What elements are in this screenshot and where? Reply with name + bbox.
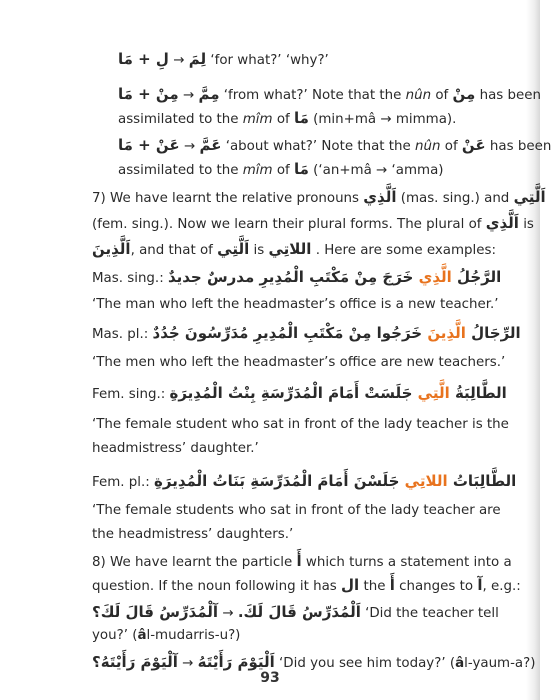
translation-3a: ‘The female student who sat in front of the lady teacher is the [92, 417, 509, 432]
gloss-text: of [272, 112, 294, 127]
arabic-word: اَلَّتِي [217, 240, 250, 258]
highlighted-pronoun: الَّتِي [417, 384, 450, 402]
gloss-text: ‘about what?’ Note that the [221, 139, 416, 154]
arabic-word: مَا [293, 160, 309, 178]
highlighted-pronoun: الَّذِينَ [427, 324, 466, 342]
arabic-sentence [153, 324, 521, 342]
gloss-text: assimilated to the [118, 112, 243, 127]
arabic-expression: لِ + مَا [118, 50, 169, 68]
arrow-icon: → [222, 606, 234, 621]
example-label: Mas. pl.: [92, 327, 153, 342]
arabic-word: مِنْ [452, 85, 476, 103]
line-mimma [118, 85, 541, 105]
arabic-word: اَلَّذِينَ [92, 240, 131, 258]
arabic-word: اَلَّذِي [485, 214, 519, 232]
example-mas-sing [92, 268, 501, 288]
translation-4a: ‘The female students who sat in front of the lady teacher are [92, 503, 501, 518]
bold-vowel: â [137, 628, 147, 643]
arabic-particle: آ [477, 576, 483, 594]
gloss-text: l-yaum-a?) [464, 656, 536, 671]
arabic-word: اَلَّتِي [513, 188, 546, 206]
gloss-text: ‘Did the teacher tell [360, 606, 499, 621]
arabic-statement: اَلْمُدَرِّسُ قَالَ لَكَ. [237, 603, 361, 621]
example-label: Fem. pl.: [92, 475, 155, 490]
arabic-word: لِمَ [188, 50, 207, 68]
gloss-text: of [431, 88, 453, 103]
line-assimilated-1 [118, 109, 456, 129]
gloss-text: of [272, 163, 294, 178]
translation-3b: headmistress’ daughter.’ [92, 441, 259, 456]
arabic-question: آلْيَوْمَ رَأَيْتَهُ؟ [92, 653, 178, 671]
example-label: Mas. sing.: [92, 271, 168, 286]
arrow-icon: → [182, 656, 194, 671]
arabic-particle: أَ [296, 552, 302, 570]
translation-1: ‘The man who left the headmaster’s office is a new teacher.’ [92, 297, 499, 312]
example-fem-sing [92, 384, 507, 404]
term-mim: mîm [242, 163, 273, 178]
arabic-part: الطَّالِبَاتُ [447, 472, 517, 490]
arabic-word: عَمَّ [199, 136, 222, 154]
arabic-part: الرَّجُلُ [451, 268, 502, 286]
highlighted-pronoun: اللاتِي [404, 472, 448, 490]
arabic-sentence [154, 472, 516, 490]
highlighted-pronoun: الَّذِي [418, 268, 452, 286]
gloss-text: ‘for what?’ ‘why?’ [206, 53, 329, 68]
gloss-text: l-mudarris-u?) [146, 628, 241, 643]
arabic-word: اَلَّذِي [363, 188, 397, 206]
gloss-text: of [440, 139, 462, 154]
gloss-text: (min+mâ → mimma). [308, 112, 457, 127]
arabic-particle: أَ [389, 576, 395, 594]
term-nun: nûn [405, 88, 432, 103]
para7-line2 [92, 214, 534, 234]
arabic-expression: مِنْ + مَا [118, 85, 179, 103]
body-text: , e.g.: [482, 579, 521, 594]
arabic-question: آلْمُدَرِّسُ قَالَ لَكَ؟ [92, 603, 219, 621]
para8-example1 [92, 603, 499, 623]
arabic-sentence [168, 268, 501, 286]
term-nun: nûn [415, 139, 441, 154]
gloss-text: (‘an+mâ → ‘amma) [308, 163, 444, 178]
arabic-part: خَرَجَ مِنْ مَكْتَبِ الْمُدِيرِ مدرسٌ جديدٌ [167, 268, 419, 286]
page-number: 93 [260, 670, 280, 686]
arabic-part: جَلَسَتْ أَمَامَ الْمُدَرِّسَةِ بِنْتُ الْمُدِيرَةِ [169, 384, 418, 402]
para8-example1-cont [92, 627, 240, 645]
body-text: . Here are some examples: [311, 243, 496, 258]
arabic-word: ال [341, 576, 360, 594]
body-text: , and that of [130, 243, 218, 258]
arabic-word: اللاتِي [268, 240, 312, 258]
body-text: 8) We have learnt the particle [92, 555, 297, 570]
arabic-sentence [169, 384, 506, 402]
arrow-icon: → [173, 53, 185, 68]
translation-4b: the headmistress’ daughters.’ [92, 527, 294, 542]
body-text: (fem. sing.). Now we learn their plural forms. The plural of [92, 217, 486, 232]
body-text: changes to [394, 579, 478, 594]
arabic-statement: اَلْيَوْمَ رَأَيْتَهُ [197, 653, 275, 671]
gloss-text: assimilated to the [118, 163, 243, 178]
para8-line1 [92, 552, 512, 572]
gloss-text: has been [485, 139, 551, 154]
body-text: 7) We have learnt the relative pronouns [92, 191, 364, 206]
line-lima [118, 50, 329, 70]
body-text: is [518, 217, 534, 232]
arabic-part: الطَّالِبَةُ [449, 384, 507, 402]
example-label: Fem. sing.: [92, 387, 170, 402]
arabic-word: عَنْ [461, 136, 486, 154]
body-text: (mas. sing.) and [396, 191, 514, 206]
example-mas-pl [92, 324, 521, 344]
bold-vowel: â [455, 656, 465, 671]
arabic-word: مَا [293, 109, 309, 127]
body-text: the [359, 579, 390, 594]
gloss-text: ‘from what?’ Note that the [219, 88, 406, 103]
gloss-text: you?’ ( [92, 628, 138, 643]
body-text: question. If the noun following it has [92, 579, 342, 594]
page-edge-shadow [526, 0, 540, 700]
arrow-icon: → [182, 88, 195, 103]
arabic-expression: عَنْ + مَا [118, 136, 180, 154]
gloss-text: has been [475, 88, 541, 103]
gloss-text: ‘Did you see him today?’ ( [274, 656, 456, 671]
term-mim: mîm [242, 112, 273, 127]
line-amma [118, 136, 551, 156]
line-assimilated-2 [118, 160, 444, 180]
para7-line1 [92, 188, 546, 208]
translation-2: ‘The men who left the headmaster’s office are new teachers.’ [92, 355, 506, 370]
para7-line3 [92, 240, 496, 260]
arabic-part: جَلَسْنَ أَمَامَ الْمُدَرِّسَةِ بَنَاتُ الْمُدِيرَةِ [154, 472, 405, 490]
body-text: is [249, 243, 269, 258]
arabic-part: خَرَجُوا مِنْ مَكْتَبِ الْمُدِيرِ مُدَرِّسُونَ جُدُدٌ [152, 324, 428, 342]
body-text: which turns a statement into a [301, 555, 512, 570]
arabic-word: مِمَّ [198, 85, 220, 103]
example-fem-pl [92, 472, 516, 492]
para8-line2 [92, 576, 521, 596]
arabic-part: الرِّجَالُ [465, 324, 521, 342]
arrow-icon: → [183, 139, 196, 154]
